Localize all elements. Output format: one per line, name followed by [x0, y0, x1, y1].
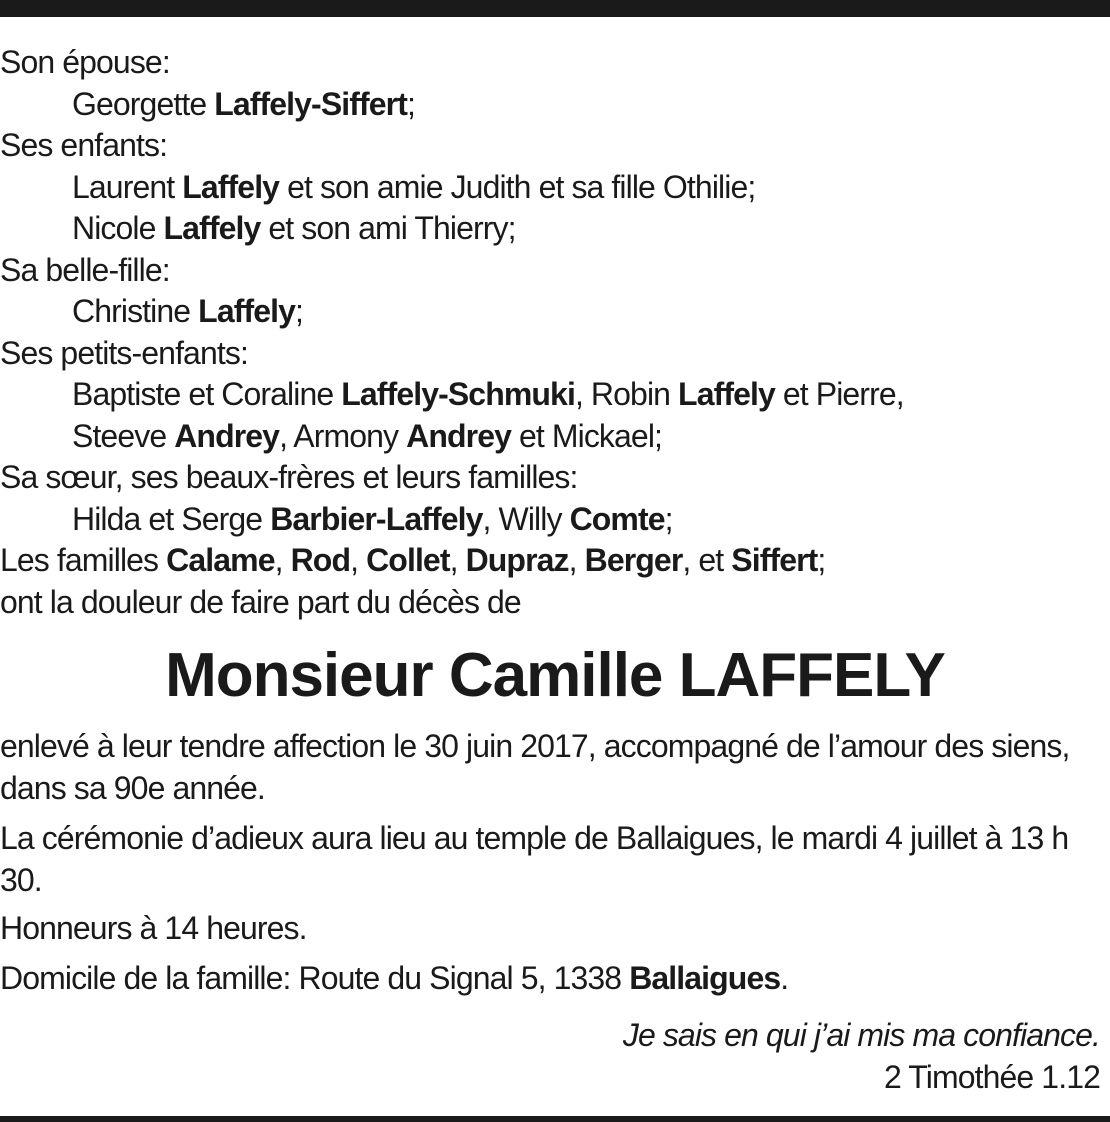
families-end: ;: [817, 542, 826, 578]
gc2-d: Andrey: [406, 417, 511, 454]
families-sep-1: ,: [274, 542, 291, 578]
gc2-b: Andrey: [174, 417, 280, 454]
child2-surname: Laffely: [163, 210, 261, 246]
gc1-e: et Pierre,: [774, 376, 904, 412]
families-lead: Les familles: [0, 542, 167, 578]
families-sep-5: , et: [682, 542, 732, 578]
domicile-town: Ballaigues: [629, 960, 781, 996]
deceased-name: Monsieur Camille LAFFELY: [165, 641, 945, 710]
dil-first: Christine: [72, 293, 199, 329]
gc2-c: , Armony: [279, 417, 407, 454]
child1-surname: Laffely: [182, 168, 280, 205]
domicile-address: Domicile de la famille: Route du Signal 5, 1338: [0, 960, 630, 996]
families-sep-2: ,: [350, 542, 367, 578]
siblings-line: [0, 499, 1110, 541]
daughter-in-law-label: Sa belle-fille:: [0, 251, 170, 288]
child1-end: et son amie Judith et sa fille Othilie;: [279, 168, 756, 205]
gc2-e: et Mickael;: [511, 417, 663, 454]
sib-c: , Willy: [482, 500, 570, 537]
spouse-end: ;: [406, 85, 415, 122]
bottom-rule: [0, 1116, 1110, 1122]
families-sep-3: ,: [449, 542, 466, 578]
dil-end: ;: [295, 293, 304, 329]
sib-b: Barbier-Laffely: [270, 500, 483, 537]
domicile-text: [0, 957, 1110, 999]
family-name-3: Collet: [366, 542, 450, 578]
spouse-line: [0, 84, 1110, 126]
sib-e: ;: [664, 500, 673, 537]
spouse-surname: Laffely-Siffert: [214, 85, 407, 122]
siblings-label: Sa sœur, ses beaux-frères et leurs familles:: [0, 459, 578, 495]
sib-a: Hilda et Serge: [72, 500, 271, 537]
grandchildren-line-1: [0, 374, 1110, 416]
daughter-in-law-line: [0, 291, 1110, 333]
child1-first: Laurent: [72, 168, 183, 205]
top-rule: [0, 0, 1110, 17]
honours-text: Honneurs à 14 heures.: [0, 910, 307, 946]
ceremony-text: La cérémonie d’adieux aura lieu au temple de Ballaigues, le mardi 4 juillet à 13 h 30.: [0, 820, 1069, 898]
passing-text: enlevé à leur tendre affection le 30 juin 2017, accompagné de l’amour des siens, dans sa 90e année.: [0, 728, 1070, 806]
gc1-d: Laffely: [678, 376, 775, 412]
family-name-6: Siffert: [731, 542, 818, 578]
spouse-label: Son épouse:: [0, 44, 170, 80]
spouse-first: Georgette: [72, 85, 215, 122]
bible-verse: [623, 1014, 1100, 1098]
child-line-2: [0, 208, 1110, 250]
verse-text: Je sais en qui j’ai mis ma confiance.: [622, 1017, 1100, 1053]
family-name-1: Calame: [166, 542, 275, 578]
domicile-end: .: [780, 960, 789, 996]
gc1-b: Laffely-Schmuki: [341, 376, 575, 412]
gc2-a: Steeve: [72, 417, 175, 454]
gc1-c: , Robin: [574, 376, 679, 412]
family-list: [0, 42, 1110, 623]
families-sep-4: ,: [568, 542, 585, 578]
child2-first: Nicole: [72, 210, 164, 246]
child2-end: et son ami Thierry;: [260, 210, 516, 246]
sib-d: Comte: [569, 500, 665, 537]
dil-surname: Laffely: [198, 293, 296, 329]
families-line: [0, 540, 1110, 582]
child-line-1: [0, 167, 1110, 209]
family-name-5: Berger: [584, 542, 683, 578]
verse-reference: 2 Timothée 1.12: [884, 1059, 1100, 1095]
details: [0, 725, 1110, 1007]
family-name-4: Dupraz: [465, 542, 569, 578]
grandchildren-line-2: [0, 416, 1110, 458]
family-name-2: Rod: [290, 542, 351, 578]
children-label: Ses enfants:: [0, 127, 168, 163]
announce-line: ont la douleur de faire part du décès de: [0, 583, 521, 620]
grandchildren-label: Ses petits-enfants:: [0, 334, 248, 371]
gc1-a: Baptiste et Coraline: [72, 376, 342, 412]
